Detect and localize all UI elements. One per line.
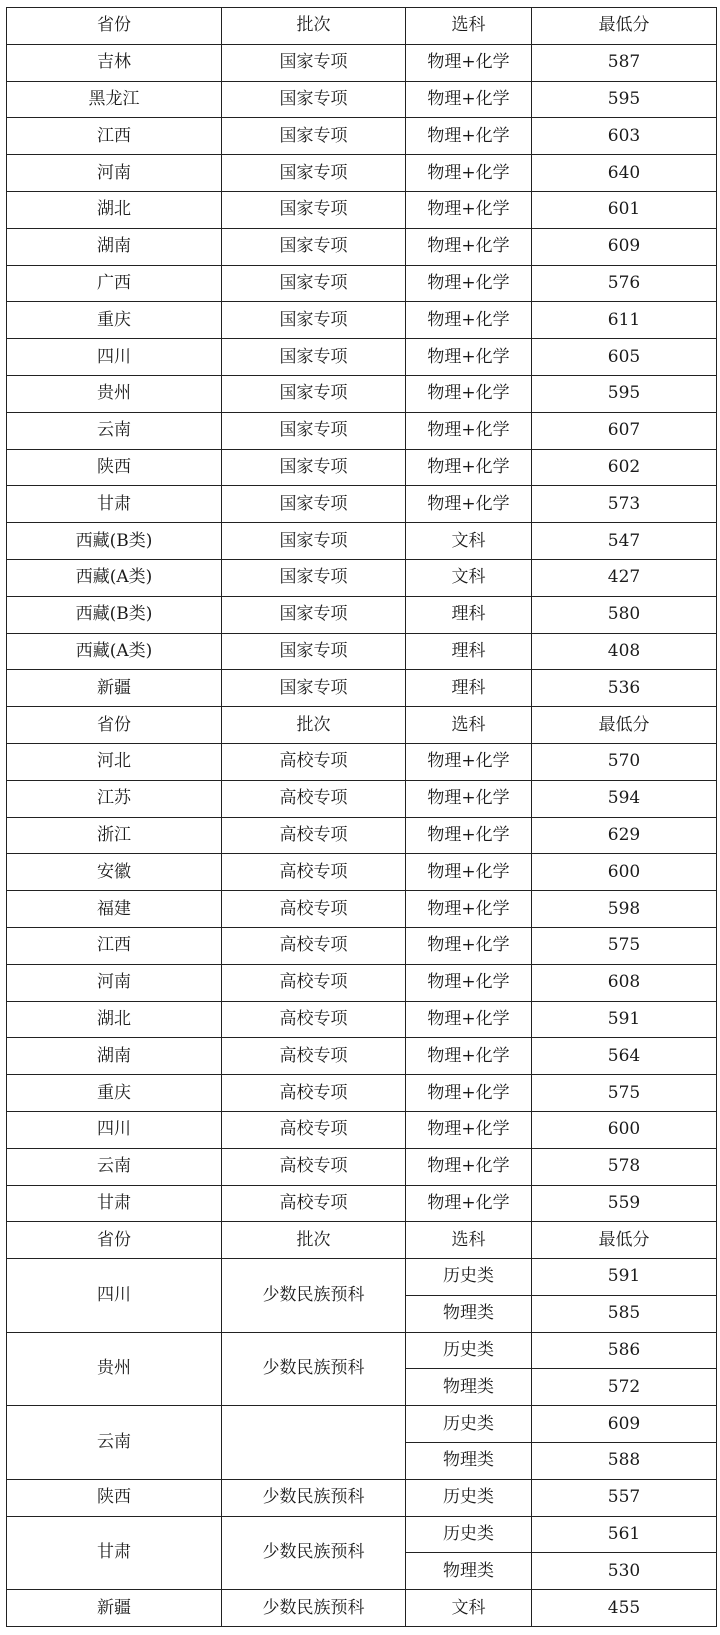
min-score-cell: 576 xyxy=(532,265,717,302)
min-score-cell: 557 xyxy=(532,1479,717,1516)
subject-cell: 物理+化学 xyxy=(406,449,532,486)
table-row xyxy=(7,81,717,118)
header-subject: 选科 xyxy=(406,707,532,744)
province-cell: 湖南 xyxy=(7,1038,222,1075)
min-score-cell: 580 xyxy=(532,596,717,633)
subject-cell: 物理+化学 xyxy=(406,891,532,928)
batch-cell: 少数民族预科 xyxy=(222,1516,406,1590)
min-score-cell: 609 xyxy=(532,228,717,265)
table-row xyxy=(7,780,717,817)
province-cell: 湖南 xyxy=(7,228,222,265)
min-score-cell: 607 xyxy=(532,412,717,449)
batch-cell: 国家专项 xyxy=(222,596,406,633)
subject-cell: 物理+化学 xyxy=(406,854,532,891)
subject-cell: 文科 xyxy=(406,559,532,596)
subject-cell: 物理+化学 xyxy=(406,780,532,817)
min-score-cell: 573 xyxy=(532,486,717,523)
province-cell: 安徽 xyxy=(7,854,222,891)
batch-cell: 高校专项 xyxy=(222,1038,406,1075)
batch-cell: 国家专项 xyxy=(222,412,406,449)
batch-cell: 国家专项 xyxy=(222,559,406,596)
table-row xyxy=(7,228,717,265)
table-row xyxy=(7,1332,717,1369)
province-cell: 甘肃 xyxy=(7,1185,222,1222)
batch-cell: 国家专项 xyxy=(222,633,406,670)
subject-cell: 物理+化学 xyxy=(406,265,532,302)
table-row xyxy=(7,191,717,228)
batch-cell: 高校专项 xyxy=(222,743,406,780)
min-score-cell: 408 xyxy=(532,633,717,670)
batch-cell: 国家专项 xyxy=(222,339,406,376)
subject-cell: 物理+化学 xyxy=(406,486,532,523)
batch-cell: 少数民族预科 xyxy=(222,1590,406,1627)
header-row xyxy=(7,1222,717,1259)
subject-cell: 物理+化学 xyxy=(406,964,532,1001)
province-cell: 甘肃 xyxy=(7,1516,222,1590)
subject-cell: 物理+化学 xyxy=(406,1038,532,1075)
min-score-cell: 585 xyxy=(532,1295,717,1332)
batch-cell: 高校专项 xyxy=(222,964,406,1001)
province-cell: 贵州 xyxy=(7,1332,222,1406)
subject-cell: 物理+化学 xyxy=(406,1111,532,1148)
subject-cell: 物理+化学 xyxy=(406,375,532,412)
min-score-cell: 575 xyxy=(532,927,717,964)
min-score-cell: 427 xyxy=(532,559,717,596)
province-cell: 贵州 xyxy=(7,375,222,412)
table-row xyxy=(7,817,717,854)
table-row xyxy=(7,670,717,707)
table-row xyxy=(7,118,717,155)
subject-cell: 历史类 xyxy=(406,1259,532,1296)
table-row xyxy=(7,1148,717,1185)
header-province: 省份 xyxy=(7,8,222,45)
min-score-cell: 588 xyxy=(532,1443,717,1480)
province-cell: 河南 xyxy=(7,964,222,1001)
min-score-cell: 603 xyxy=(532,118,717,155)
min-score-cell: 601 xyxy=(532,191,717,228)
subject-cell: 物理类 xyxy=(406,1295,532,1332)
province-cell: 湖北 xyxy=(7,191,222,228)
min-score-cell: 595 xyxy=(532,81,717,118)
table-row xyxy=(7,375,717,412)
table-row xyxy=(7,1590,717,1627)
header-batch: 批次 xyxy=(222,707,406,744)
province-cell: 云南 xyxy=(7,412,222,449)
province-cell: 云南 xyxy=(7,1148,222,1185)
min-score-cell: 608 xyxy=(532,964,717,1001)
province-cell: 四川 xyxy=(7,339,222,376)
province-cell: 云南 xyxy=(7,1406,222,1480)
province-cell: 江西 xyxy=(7,118,222,155)
table-row xyxy=(7,964,717,1001)
subject-cell: 历史类 xyxy=(406,1332,532,1369)
subject-cell: 物理+化学 xyxy=(406,927,532,964)
table-row xyxy=(7,449,717,486)
header-row xyxy=(7,8,717,45)
table-row xyxy=(7,1001,717,1038)
batch-cell: 国家专项 xyxy=(222,44,406,81)
min-score-cell: 536 xyxy=(532,670,717,707)
min-score-cell: 598 xyxy=(532,891,717,928)
province-cell: 甘肃 xyxy=(7,486,222,523)
batch-cell: 国家专项 xyxy=(222,449,406,486)
subject-cell: 物理+化学 xyxy=(406,339,532,376)
table-row xyxy=(7,412,717,449)
batch-cell: 国家专项 xyxy=(222,155,406,192)
subject-cell: 物理+化学 xyxy=(406,1185,532,1222)
province-cell: 江西 xyxy=(7,927,222,964)
batch-cell: 高校专项 xyxy=(222,1148,406,1185)
header-row xyxy=(7,707,717,744)
batch-cell: 国家专项 xyxy=(222,302,406,339)
batch-cell: 高校专项 xyxy=(222,1185,406,1222)
subject-cell: 历史类 xyxy=(406,1516,532,1553)
table-row xyxy=(7,596,717,633)
batch-cell: 国家专项 xyxy=(222,375,406,412)
batch-cell: 国家专项 xyxy=(222,265,406,302)
province-cell: 重庆 xyxy=(7,302,222,339)
subject-cell: 物理+化学 xyxy=(406,155,532,192)
header-min-score: 最低分 xyxy=(532,8,717,45)
min-score-cell: 605 xyxy=(532,339,717,376)
batch-cell: 国家专项 xyxy=(222,486,406,523)
province-cell: 湖北 xyxy=(7,1001,222,1038)
subject-cell: 文科 xyxy=(406,523,532,560)
min-score-cell: 594 xyxy=(532,780,717,817)
min-score-cell: 547 xyxy=(532,523,717,560)
subject-cell: 历史类 xyxy=(406,1406,532,1443)
table-row xyxy=(7,1516,717,1553)
subject-cell: 物理+化学 xyxy=(406,302,532,339)
province-cell: 江苏 xyxy=(7,780,222,817)
table-row xyxy=(7,743,717,780)
min-score-cell: 602 xyxy=(532,449,717,486)
batch-cell: 高校专项 xyxy=(222,1001,406,1038)
min-score-cell: 611 xyxy=(532,302,717,339)
batch-cell: 高校专项 xyxy=(222,817,406,854)
province-cell: 新疆 xyxy=(7,1590,222,1627)
batch-cell: 国家专项 xyxy=(222,118,406,155)
subject-cell: 物理+化学 xyxy=(406,1075,532,1112)
table-row xyxy=(7,891,717,928)
min-score-cell: 530 xyxy=(532,1553,717,1590)
province-cell: 河南 xyxy=(7,155,222,192)
table-row xyxy=(7,302,717,339)
subject-cell: 物理+化学 xyxy=(406,817,532,854)
batch-cell: 高校专项 xyxy=(222,891,406,928)
table-row xyxy=(7,523,717,560)
table-row xyxy=(7,44,717,81)
province-cell: 新疆 xyxy=(7,670,222,707)
batch-cell: 国家专项 xyxy=(222,81,406,118)
subject-cell: 文科 xyxy=(406,1590,532,1627)
table-row xyxy=(7,486,717,523)
min-score-cell: 587 xyxy=(532,44,717,81)
batch-cell: 高校专项 xyxy=(222,1111,406,1148)
subject-cell: 物理+化学 xyxy=(406,1001,532,1038)
min-score-cell: 591 xyxy=(532,1001,717,1038)
province-cell: 福建 xyxy=(7,891,222,928)
header-province: 省份 xyxy=(7,1222,222,1259)
score-table xyxy=(6,7,717,1627)
min-score-cell: 572 xyxy=(532,1369,717,1406)
min-score-cell: 561 xyxy=(532,1516,717,1553)
province-cell: 西藏(A类) xyxy=(7,559,222,596)
table-row xyxy=(7,339,717,376)
header-province: 省份 xyxy=(7,707,222,744)
province-cell: 重庆 xyxy=(7,1075,222,1112)
table-row xyxy=(7,854,717,891)
subject-cell: 物理类 xyxy=(406,1369,532,1406)
header-min-score: 最低分 xyxy=(532,707,717,744)
province-cell: 西藏(B类) xyxy=(7,523,222,560)
table-row xyxy=(7,1111,717,1148)
subject-cell: 物理+化学 xyxy=(406,1148,532,1185)
subject-cell: 物理+化学 xyxy=(406,81,532,118)
batch-cell: 高校专项 xyxy=(222,927,406,964)
min-score-cell: 564 xyxy=(532,1038,717,1075)
batch-cell: 高校专项 xyxy=(222,854,406,891)
province-cell: 陕西 xyxy=(7,1479,222,1516)
table-row xyxy=(7,155,717,192)
batch-cell: 国家专项 xyxy=(222,228,406,265)
header-batch: 批次 xyxy=(222,1222,406,1259)
table-row xyxy=(7,559,717,596)
table-row xyxy=(7,633,717,670)
min-score-cell: 595 xyxy=(532,375,717,412)
province-cell: 吉林 xyxy=(7,44,222,81)
subject-cell: 理科 xyxy=(406,596,532,633)
province-cell: 西藏(A类) xyxy=(7,633,222,670)
subject-cell: 物理+化学 xyxy=(406,228,532,265)
subject-cell: 历史类 xyxy=(406,1479,532,1516)
province-cell: 四川 xyxy=(7,1259,222,1333)
subject-cell: 理科 xyxy=(406,670,532,707)
batch-cell: 国家专项 xyxy=(222,523,406,560)
min-score-cell: 600 xyxy=(532,1111,717,1148)
subject-cell: 理科 xyxy=(406,633,532,670)
batch-cell: 少数民族预科 xyxy=(222,1259,406,1333)
table-row xyxy=(7,1185,717,1222)
subject-cell: 物理+化学 xyxy=(406,743,532,780)
min-score-cell: 600 xyxy=(532,854,717,891)
province-cell: 黑龙江 xyxy=(7,81,222,118)
subject-cell: 物理+化学 xyxy=(406,44,532,81)
table-row xyxy=(7,927,717,964)
subject-cell: 物理+化学 xyxy=(406,412,532,449)
header-subject: 选科 xyxy=(406,1222,532,1259)
batch-cell: 少数民族预科 xyxy=(222,1332,406,1406)
min-score-cell: 570 xyxy=(532,743,717,780)
min-score-cell: 578 xyxy=(532,1148,717,1185)
batch-cell xyxy=(222,1406,406,1480)
batch-cell: 高校专项 xyxy=(222,1075,406,1112)
table-row xyxy=(7,1406,717,1443)
min-score-cell: 559 xyxy=(532,1185,717,1222)
table-row xyxy=(7,1479,717,1516)
min-score-cell: 591 xyxy=(532,1259,717,1296)
min-score-cell: 609 xyxy=(532,1406,717,1443)
province-cell: 浙江 xyxy=(7,817,222,854)
subject-cell: 物理+化学 xyxy=(406,191,532,228)
min-score-cell: 629 xyxy=(532,817,717,854)
province-cell: 广西 xyxy=(7,265,222,302)
min-score-cell: 586 xyxy=(532,1332,717,1369)
table-row xyxy=(7,265,717,302)
province-cell: 河北 xyxy=(7,743,222,780)
batch-cell: 高校专项 xyxy=(222,780,406,817)
subject-cell: 物理类 xyxy=(406,1553,532,1590)
min-score-cell: 575 xyxy=(532,1075,717,1112)
subject-cell: 物理类 xyxy=(406,1443,532,1480)
batch-cell: 国家专项 xyxy=(222,191,406,228)
table-row xyxy=(7,1038,717,1075)
header-min-score: 最低分 xyxy=(532,1222,717,1259)
subject-cell: 物理+化学 xyxy=(406,118,532,155)
batch-cell: 少数民族预科 xyxy=(222,1479,406,1516)
province-cell: 陕西 xyxy=(7,449,222,486)
header-batch: 批次 xyxy=(222,8,406,45)
province-cell: 四川 xyxy=(7,1111,222,1148)
table-row xyxy=(7,1075,717,1112)
batch-cell: 国家专项 xyxy=(222,670,406,707)
score-table-body xyxy=(7,8,717,1627)
header-subject: 选科 xyxy=(406,8,532,45)
min-score-cell: 640 xyxy=(532,155,717,192)
min-score-cell: 455 xyxy=(532,1590,717,1627)
province-cell: 西藏(B类) xyxy=(7,596,222,633)
table-row xyxy=(7,1259,717,1296)
